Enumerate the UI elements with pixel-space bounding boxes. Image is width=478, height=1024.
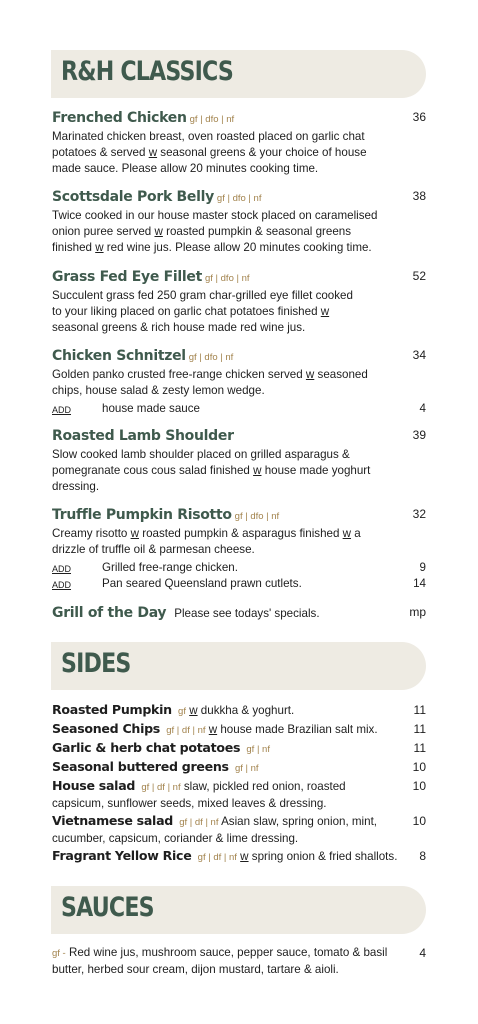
dietary-tags: gf | nf [234, 763, 259, 774]
menu-item [52, 347, 426, 417]
add-label: ADD [52, 405, 72, 415]
side-item [52, 759, 426, 777]
side-name: Fragrant Yellow Rice [52, 848, 192, 863]
side-description-cont: cucumber, capsicum, coriander & lime dressing. [52, 832, 299, 845]
item-description: Slow cooked lamb shoulder placed on grilled asparagus & pomegranate cous cous salad finished w house made yoghurt dressing. [52, 448, 371, 493]
item-name: Frenched Chicken [52, 110, 187, 126]
dietary-tags: gf | dfo | nf [216, 193, 262, 204]
side-description: w house made Brazilian salt mix. [208, 723, 378, 736]
add-on-row [52, 560, 426, 576]
side-description: w dukkha & yoghurt. [189, 704, 295, 717]
side-price: 10 [412, 814, 426, 828]
section-title: SIDES [61, 648, 131, 679]
sauces-line-2: butter, herbed sour cream, dijon mustard, tartare & aioli. [52, 963, 339, 976]
sauces-price: 4 [419, 946, 426, 960]
item-description: Succulent grass fed 250 gram char-grilled eye fillet cooked to your liking placed on garlic chat potatoes finished w seasonal greens & rich house made red wine jus. [52, 289, 353, 334]
item-description: Creamy risotto w roasted pumpkin & asparagus finished w a drizzle of truffle oil & parmesan cheese. [52, 527, 361, 556]
item-name: Chicken Schnitzel [52, 348, 186, 364]
item-price: 38 [412, 189, 426, 203]
item-name: Truffle Pumpkin Risotto [52, 507, 232, 523]
item-price: 52 [412, 269, 426, 283]
add-label: ADD [52, 564, 72, 574]
side-price: 10 [412, 760, 426, 774]
dietary-tags: gf | dfo | nf [189, 114, 235, 125]
side-item [52, 740, 426, 758]
sauces-line-1: Red wine jus, mushroom sauce, pepper sauce, tomato & basil [68, 946, 388, 959]
side-description: slaw, pickled red onion, roasted [183, 780, 346, 793]
item-price: mp [409, 605, 426, 619]
side-item [52, 778, 426, 812]
menu-item [52, 268, 426, 336]
side-item [52, 702, 426, 720]
side-description-cont: capsicum, sunflower seeds, mixed leaves & dressing. [52, 797, 327, 810]
item-description: Marinated chicken breast, oven roasted placed on garlic chat potatoes & served w seasonal greens & your choice of house made sauce. Please allow 20 minutes cooking time. [52, 130, 367, 175]
side-description: Asian slaw, spring onion, mint, [221, 815, 378, 828]
menu-item [52, 604, 426, 624]
add-on-row [52, 576, 426, 592]
side-price: 10 [412, 779, 426, 793]
dietary-tags: gf | dfo | nf [204, 273, 250, 284]
item-note: Please see todays' specials. [174, 607, 320, 620]
side-item [52, 813, 426, 847]
side-price: 11 [413, 741, 426, 755]
item-description: Golden panko crusted free-range chicken served w seasoned chips, house salad & zesty lemon wedge. [52, 368, 368, 397]
side-name: House salad [52, 778, 136, 793]
side-name: Seasonal buttered greens [52, 759, 229, 774]
item-price: 32 [412, 507, 426, 521]
add-on-text: Pan seared Queensland prawn cutlets. [102, 577, 302, 590]
item-description: Twice cooked in our house master stock placed on caramelised onion puree served w roasted pumpkin & seasonal greens finished w red wine jus. Please allow 20 minutes cooking time. [52, 209, 378, 254]
dietary-tags: gf | df | nf [141, 782, 181, 793]
side-item [52, 848, 426, 866]
item-name: Scottsdale Pork Belly [52, 189, 214, 205]
add-on-text: house made sauce [102, 402, 200, 415]
side-name: Roasted Pumpkin [52, 702, 172, 717]
side-description: w spring onion & fried shallots. [240, 850, 398, 863]
side-price: 11 [413, 703, 426, 717]
section-banner-sauces [51, 886, 426, 934]
sauces-list [52, 945, 426, 978]
menu-item [52, 188, 426, 256]
item-name: Grass Fed Eye Fillet [52, 269, 202, 285]
add-on-text: Grilled free-range chicken. [102, 561, 238, 574]
menu-item [52, 109, 426, 177]
add-on-price: 9 [419, 561, 426, 574]
side-name: Vietnamese salad [52, 813, 173, 828]
dietary-tags: gf | dfo | nf [234, 511, 280, 522]
add-on-price: 14 [413, 577, 426, 590]
menu-item [52, 427, 426, 495]
dietary-tags: gf | nf [246, 744, 270, 755]
side-price: 11 [413, 722, 426, 736]
item-price: 39 [412, 428, 426, 442]
side-item [52, 721, 426, 739]
menu-item [52, 506, 426, 592]
dietary-tags: gf | df | nf [197, 852, 237, 863]
dietary-tags: gf | dfo | nf [188, 352, 234, 363]
item-name: Roasted Lamb Shoulder [52, 428, 234, 444]
section-title: SAUCES [61, 892, 154, 923]
add-label: ADD [52, 580, 72, 590]
item-name: Grill of the Day [52, 605, 167, 621]
dietary-tags: gf - [52, 948, 66, 959]
add-on-price: 4 [419, 402, 426, 415]
section-title: R&H CLASSICS [61, 56, 233, 87]
section-banner-sides [51, 642, 426, 690]
add-on-row [52, 401, 426, 417]
side-price: 8 [419, 849, 426, 863]
side-name: Seasoned Chips [52, 721, 161, 736]
item-price: 36 [412, 110, 426, 124]
side-name: Garlic & herb chat potatoes [52, 740, 241, 755]
section-banner-classics [51, 50, 426, 98]
item-price: 34 [412, 348, 426, 362]
dietary-tags: gf [178, 706, 186, 717]
dietary-tags: gf | df | nf [179, 817, 219, 828]
dietary-tags: gf | df | nf [166, 725, 206, 736]
